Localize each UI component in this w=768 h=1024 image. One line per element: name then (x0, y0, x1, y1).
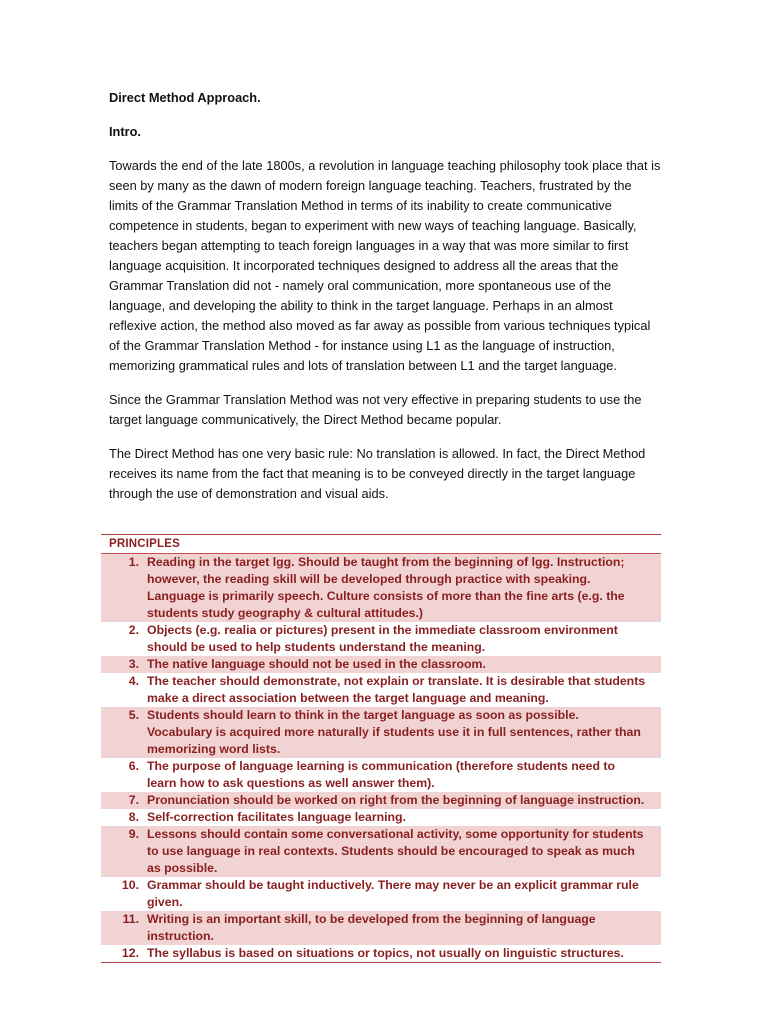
principle-row (101, 826, 661, 877)
principle-number: 9. (128, 827, 139, 841)
principle-row (101, 877, 661, 911)
document-body (109, 88, 661, 504)
paragraph-popularity: Since the Grammar Translation Method was not very effective in preparing students to use the target language communicatively, the Direct Method became popular. (109, 392, 642, 427)
principles-heading: PRINCIPLES (101, 536, 661, 554)
principle-row (101, 622, 661, 656)
principle-text: Grammar should be taught inductively. There may never be an explicit grammar rule given. (147, 878, 639, 909)
principle-text: Lessons should contain some conversational activity, some opportunity for students to use language in real contexts. Students should be encouraged to speak as much as possible. (147, 827, 644, 875)
document-title: Direct Method Approach. (109, 90, 261, 105)
principle-number: 12. (121, 946, 139, 960)
principle-text: Pronunciation should be worked on right from the beginning of language instruction. (147, 793, 645, 807)
principle-number: 10. (121, 878, 139, 892)
principles-table (101, 534, 661, 963)
principle-row (101, 554, 661, 622)
principle-text: Self-correction facilitates language learning. (147, 810, 406, 824)
principle-text: Writing is an important skill, to be developed from the beginning of language instruction. (147, 912, 596, 943)
principle-row (101, 673, 661, 707)
principle-number: 8. (128, 810, 139, 824)
principle-text: The native language should not be used in the classroom. (147, 657, 486, 671)
principle-text: Students should learn to think in the target language as soon as possible. Vocabulary is acquired more naturally if students use it in full sentences, rather than memorizing word lists. (147, 708, 641, 756)
principle-number: 11. (122, 912, 139, 926)
principle-text: The syllabus is based on situations or topics, not usually on linguistic structures. (147, 946, 624, 960)
principle-row (101, 707, 661, 758)
principle-number: 6. (128, 759, 139, 773)
principle-number: 4. (128, 674, 139, 688)
intro-heading: Intro. (109, 124, 141, 139)
principle-text: Objects (e.g. realia or pictures) present in the immediate classroom environment should be used to help students understand the meaning. (147, 623, 618, 654)
paragraph-basic-rule: The Direct Method has one very basic rule: No translation is allowed. In fact, the Direct Method receives its name from the fact that meaning is to be conveyed directly in the target language through the use of demonstration and visual aids. (109, 446, 646, 501)
principle-number: 2. (128, 623, 139, 637)
principle-text: The purpose of language learning is communication (therefore students need to learn how to ask questions as well answer them). (147, 759, 616, 790)
principle-row (101, 758, 661, 792)
principle-text: The teacher should demonstrate, not explain or translate. It is desirable that students make a direct association between the target language and meaning. (147, 674, 646, 705)
principle-row (101, 945, 661, 962)
paragraph-history: Towards the end of the late 1800s, a revolution in language teaching philosophy took place that is seen by many as the dawn of modern foreign language teaching. Teachers, frustrated by the limits of the Grammar Translation Method in terms of its inability to create communicative competence in students, began to experiment with new ways of teaching language. Basically, teachers began attempting to teach foreign languages in a way that was more similar to first language acquisition. It incorporated techniques designed to address all the areas that the Grammar Translation did not - namely oral communication, more spontaneous use of the language, and developing the ability to think in the target language. Perhaps in an almost reflexive action, the method also moved as far away as possible from various techniques typical of the Grammar Translation Method - for instance using L1 as the language of instruction, memorizing grammatical rules and lots of translation between L1 and the target language. (109, 158, 661, 373)
principle-row (101, 792, 661, 809)
principle-number: 5. (128, 708, 139, 722)
principle-text: Reading in the target lgg. Should be taught from the beginning of lgg. Instruction; however, the reading skill will be developed through practice with speaking. Language is primarily speech. Culture consists of more than the fine arts (e.g. the students study geography & cultural attitudes.) (147, 555, 625, 620)
principle-row (101, 809, 661, 826)
principle-number: 7. (128, 793, 139, 807)
principle-row (101, 911, 661, 945)
principle-number: 1. (128, 555, 139, 569)
principle-number: 3. (128, 657, 139, 671)
principle-row (101, 656, 661, 673)
